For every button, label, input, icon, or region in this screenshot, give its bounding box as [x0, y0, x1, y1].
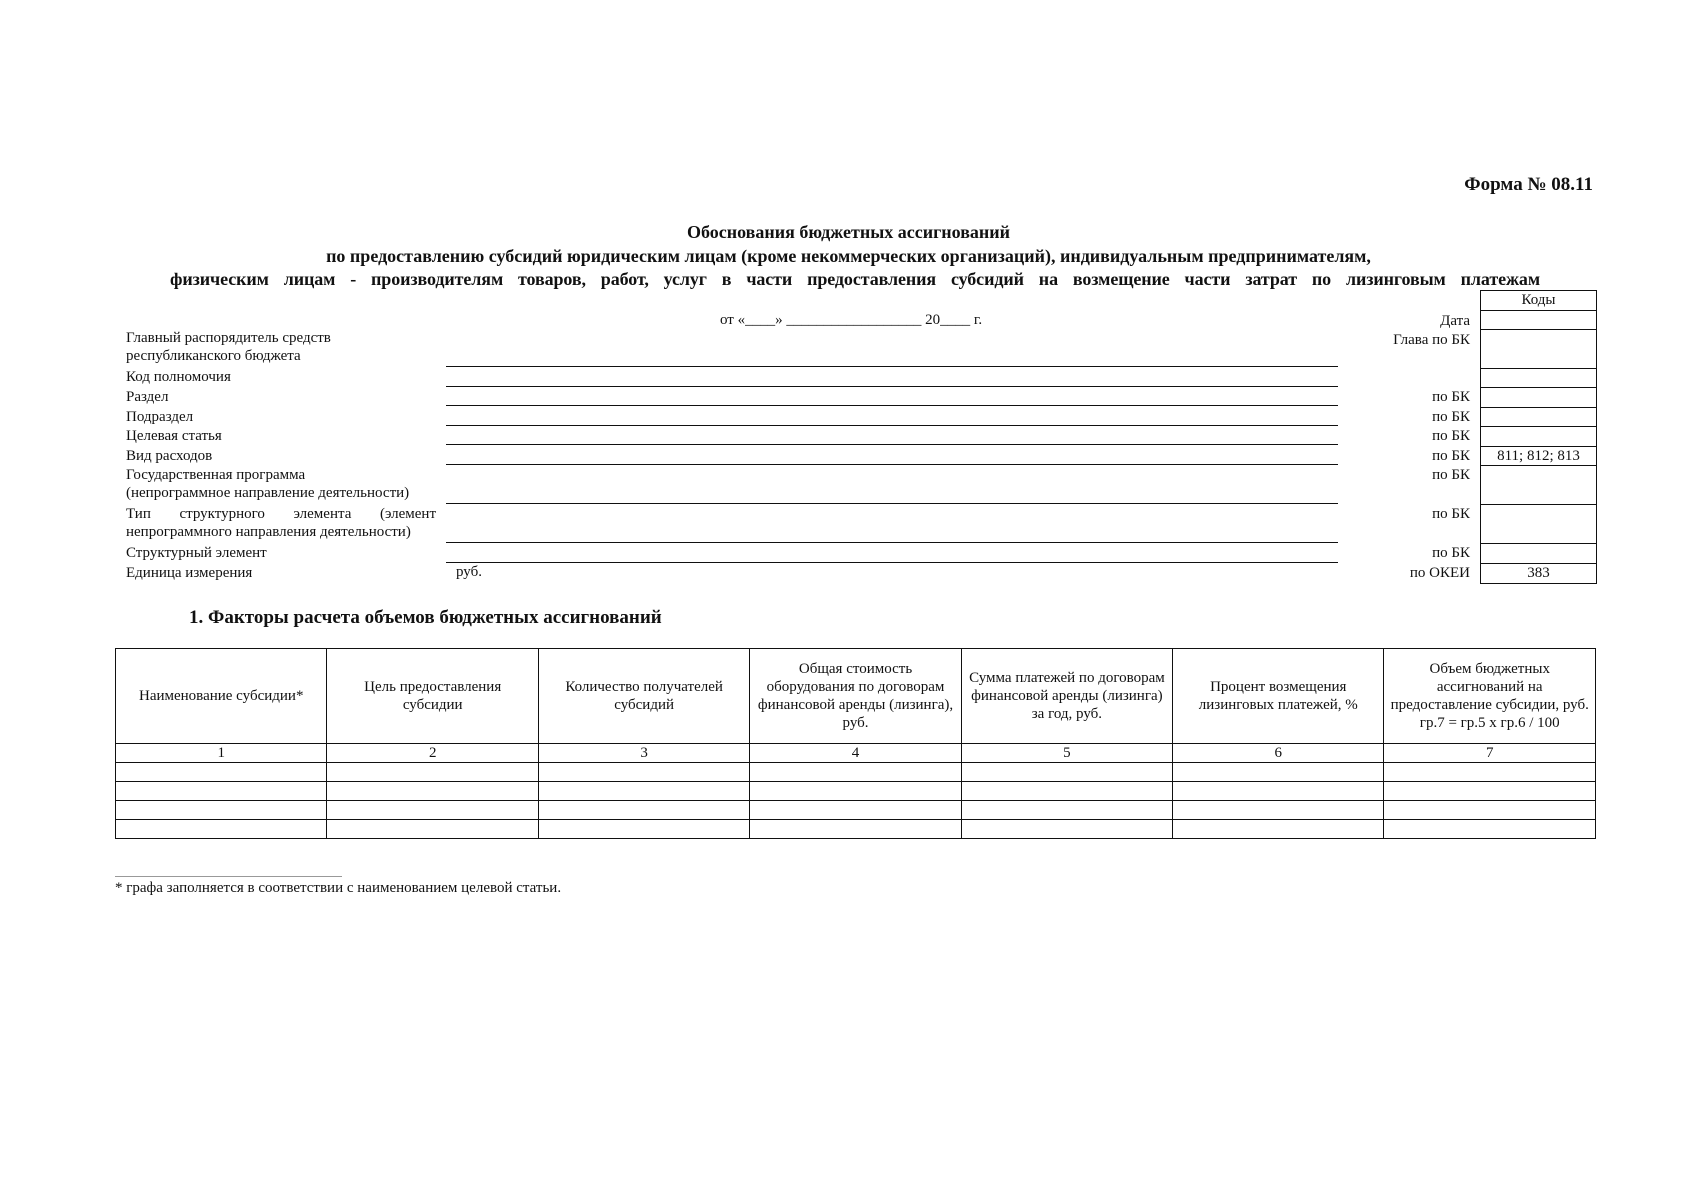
date-line: от «____» __________________ 20____ г.	[720, 312, 983, 328]
code-cell-kod-polnomochiya[interactable]	[1481, 369, 1596, 388]
table-cell[interactable]	[327, 782, 538, 801]
label-po-bk-celevaya: по БК	[1432, 428, 1470, 444]
table-number-row	[116, 744, 1596, 763]
title-line-2: по предоставлению субсидий юридическим лицам (кроме некоммерческих организаций), индивидуальным предпринимателям,	[326, 246, 1371, 266]
col-header-2: Цель предоставления субсидии	[327, 649, 538, 744]
table-cell[interactable]	[961, 763, 1172, 782]
label-podrazdel: Подраздел	[126, 409, 194, 425]
table-cell[interactable]	[327, 801, 538, 820]
field-line-gos-programma[interactable]	[446, 503, 1338, 504]
section-title: 1. Факторы расчета объемов бюджетных ассигнований	[189, 607, 662, 628]
label-gos-programma-line1: Государственная программа	[126, 467, 306, 483]
col-number-5: 5	[961, 744, 1172, 763]
table-cell[interactable]	[1384, 782, 1596, 801]
factors-table	[115, 648, 1596, 839]
label-tip-struct-line2: непрограммного направления деятельности)	[126, 524, 411, 540]
code-cell-struct[interactable]	[1481, 544, 1596, 564]
label-po-bk-razdel: по БК	[1432, 389, 1470, 405]
label-unit: Единица измерения	[126, 565, 253, 581]
label-gos-programma	[126, 466, 409, 502]
codes-header: Коды	[1481, 291, 1596, 311]
table-cell[interactable]	[961, 801, 1172, 820]
label-celevaya-statya: Целевая статья	[126, 428, 222, 444]
form-number: Форма № 08.11	[1464, 174, 1593, 195]
code-cell-tip[interactable]	[1481, 505, 1596, 544]
label-po-bk-struct: по БК	[1432, 545, 1470, 561]
table-cell[interactable]	[538, 782, 749, 801]
label-glava-po-bk: Глава по БК	[1393, 332, 1470, 348]
table-row	[116, 763, 1596, 782]
code-cell-celevaya[interactable]	[1481, 427, 1596, 447]
code-cell-vid[interactable]: 811; 812; 813	[1481, 447, 1596, 466]
label-glav-rasp-line2: республиканского бюджета	[126, 348, 301, 364]
table-cell[interactable]	[1173, 782, 1384, 801]
title-line-1: Обоснования бюджетных ассигнований	[686, 222, 1011, 242]
code-cell-razdel[interactable]	[1481, 388, 1596, 408]
label-po-bk-tip: по БК	[1432, 506, 1470, 522]
label-data: Дата	[1440, 313, 1470, 329]
col-number-3: 3	[538, 744, 749, 763]
table-cell[interactable]	[750, 782, 961, 801]
field-line-struct-element[interactable]	[446, 562, 1338, 563]
label-gos-programma-line2: (непрограммное направление деятельности)	[126, 485, 410, 501]
label-po-bk-vid: по БК	[1432, 448, 1470, 464]
footnote-separator	[115, 876, 342, 877]
table-cell[interactable]	[1384, 801, 1596, 820]
label-glav-rasp-line1: Главный распорядитель средств	[126, 330, 331, 346]
code-cell-okei[interactable]: 383	[1481, 564, 1596, 584]
label-kod-polnomochiya: Код полномочия	[126, 369, 231, 385]
codes-column	[1480, 290, 1597, 584]
label-razdel: Раздел	[126, 389, 169, 405]
table-cell[interactable]	[750, 763, 961, 782]
label-vid-rashodov: Вид расходов	[126, 448, 213, 464]
table-cell[interactable]	[538, 820, 749, 839]
col-header-6: Процент возмещения лизинговых платежей, %	[1173, 649, 1384, 744]
label-tip-struct-line1: Тип структурного элемента (элемент	[126, 506, 436, 522]
field-line-kod-polnomochiya[interactable]	[446, 386, 1338, 387]
field-line-glav-rasp[interactable]	[446, 366, 1338, 367]
table-row	[116, 782, 1596, 801]
table-cell[interactable]	[327, 763, 538, 782]
table-cell[interactable]	[1173, 801, 1384, 820]
col-header-5: Сумма платежей по договорам финансовой аренды (лизинга) за год, руб.	[961, 649, 1172, 744]
col-number-6: 6	[1173, 744, 1384, 763]
unit-value: руб.	[456, 564, 482, 580]
table-row	[116, 820, 1596, 839]
col-number-2: 2	[327, 744, 538, 763]
table-cell[interactable]	[116, 820, 327, 839]
table-cell[interactable]	[116, 782, 327, 801]
label-glav-rasp	[126, 329, 331, 365]
table-cell[interactable]	[1173, 820, 1384, 839]
code-cell-podrazdel[interactable]	[1481, 408, 1596, 427]
field-line-podrazdel[interactable]	[446, 425, 1338, 426]
table-cell[interactable]	[116, 763, 327, 782]
table-cell[interactable]	[750, 801, 961, 820]
field-line-celevaya-statya[interactable]	[446, 444, 1338, 445]
col-number-7: 7	[1384, 744, 1596, 763]
col-header-7: Объем бюджетных ассигнований на предоставление субсидии, руб. гр.7 = гр.5 x гр.6 / 100	[1384, 649, 1596, 744]
label-struct-element: Структурный элемент	[126, 545, 267, 561]
col-header-3: Количество получателей субсидий	[538, 649, 749, 744]
col-header-4: Общая стоимость оборудования по договорам финансовой аренды (лизинга), руб.	[750, 649, 961, 744]
table-cell[interactable]	[1173, 763, 1384, 782]
table-cell[interactable]	[961, 782, 1172, 801]
field-line-razdel[interactable]	[446, 405, 1338, 406]
label-tip-struct	[126, 505, 436, 541]
field-line-vid-rashodov[interactable]	[446, 464, 1338, 465]
code-cell-gosprog[interactable]	[1481, 466, 1596, 505]
field-line-tip-struct[interactable]	[446, 542, 1338, 543]
table-cell[interactable]	[116, 801, 327, 820]
code-cell-glava[interactable]	[1481, 330, 1596, 369]
col-number-4: 4	[750, 744, 961, 763]
table-cell[interactable]	[750, 820, 961, 839]
col-number-1: 1	[116, 744, 327, 763]
footnote: * графа заполняется в соответствии с наименованием целевой статьи.	[115, 880, 562, 896]
title-line-3: физическим лицам - производителям товаров, работ, услуг в части предоставления субсидий на возмещение части затрат по лизинговым платежам	[170, 269, 1540, 289]
table-cell[interactable]	[538, 801, 749, 820]
label-po-okei: по ОКЕИ	[1409, 565, 1470, 581]
label-po-bk-gosprog: по БК	[1432, 467, 1470, 483]
table-cell[interactable]	[1384, 820, 1596, 839]
label-po-bk-podrazdel: по БК	[1432, 409, 1470, 425]
table-row	[116, 801, 1596, 820]
table-cell[interactable]	[1384, 763, 1596, 782]
table-cell[interactable]	[961, 820, 1172, 839]
table-cell[interactable]	[538, 763, 749, 782]
col-header-1: Наименование субсидии*	[116, 649, 327, 744]
code-cell-data[interactable]	[1481, 311, 1596, 330]
table-header-row	[116, 649, 1596, 744]
table-cell[interactable]	[327, 820, 538, 839]
